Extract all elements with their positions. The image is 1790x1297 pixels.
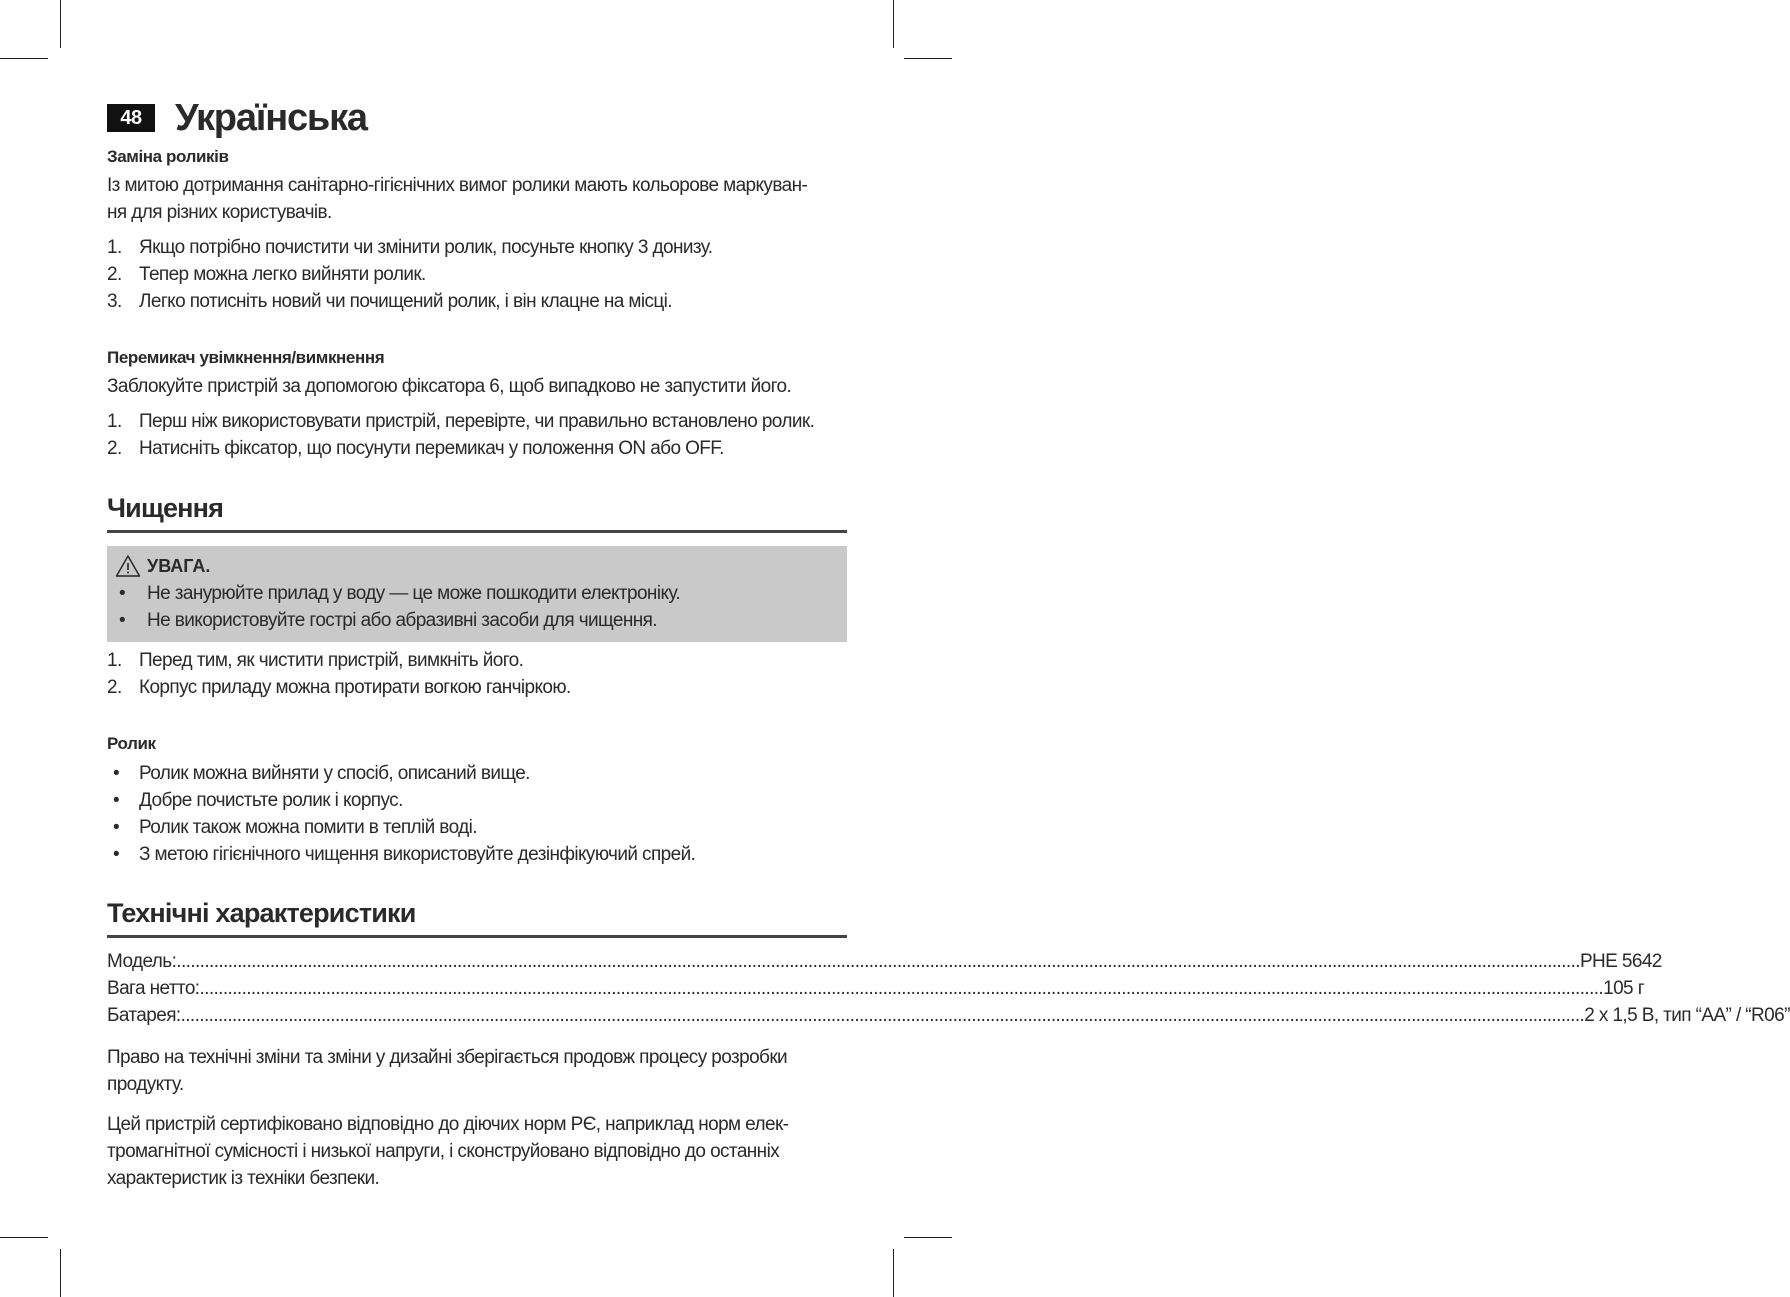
spec-label: Батарея: [107, 1005, 181, 1026]
text-line: тромагнітної сумісності і низької напруги, і сконструйовано відповідно до останніх [107, 1141, 780, 1162]
spec-value: 105 г [1603, 978, 1645, 999]
roller-heading: Ролик [107, 734, 156, 753]
text-line: Із митою дотримання санітарно-гігієнічних вимог ролики мають кольорове маркуван- [107, 175, 808, 196]
list-item: • Ролик також можна помити в теплій воді. [113, 817, 477, 838]
specs-table [107, 948, 1790, 1029]
text-line: ня для різних користувачів. [107, 202, 332, 223]
list-item: • Ролик можна вийняти у спосіб, описаний вище. [113, 763, 530, 784]
text-line: характеристик із техніки безпеки. [107, 1168, 380, 1189]
text-line: Цей пристрій сертифіковано відповідно до діючих норм РЄ, наприклад норм елек- [107, 1114, 789, 1135]
specs-note-1 [107, 1044, 847, 1098]
switch-section [107, 348, 847, 462]
spec-row [107, 948, 1662, 975]
specs-note-2 [107, 1111, 847, 1192]
rollers-steps [107, 234, 847, 315]
roller-section [107, 734, 847, 868]
rollers-section [107, 147, 847, 315]
leader-dots: ............................................................................................................................................................................................................................................................................................................ [176, 951, 1580, 972]
crop-mark [893, 0, 894, 48]
cleaning-steps [107, 647, 847, 701]
warning-box [107, 546, 847, 642]
crop-mark [904, 1237, 952, 1238]
list-item: • З метою гігієнічного чищення використовуйте дезінфікуючий спрей. [113, 844, 696, 865]
list-item: 1. Перш ніж використовувати пристрій, перевірте, чи правильно встановлено ролик. [107, 411, 815, 432]
spec-label: Модель: [107, 951, 177, 972]
text-line: продукту. [107, 1074, 184, 1095]
crop-mark [0, 1237, 48, 1238]
cleaning-heading: Чищення [107, 493, 847, 533]
spec-row [107, 1002, 1790, 1029]
cleaning-section [107, 493, 847, 701]
switch-steps [107, 408, 847, 462]
switch-heading: Перемикач увімкнення/вимкнення [107, 348, 385, 367]
page-number: 48 [107, 104, 155, 132]
crop-mark [60, 1249, 61, 1297]
page-header [107, 96, 367, 140]
roller-list [107, 760, 847, 868]
spec-value: 2 x 1,5 В, тип “AA” / “R06” [1584, 1005, 1790, 1026]
rollers-intro [107, 172, 847, 226]
page-title: Українська [175, 96, 367, 139]
warning-header [107, 552, 847, 580]
list-item: • Не занурюйте прилад у воду — це може пошкодити електроніку. [119, 583, 681, 604]
list-item: 2. Корпус приладу можна протирати вогкою ганчіркою. [107, 677, 571, 698]
spec-row [107, 975, 1645, 1002]
warning-label: УВАГА. [147, 555, 211, 576]
spec-value: PHE 5642 [1579, 951, 1662, 972]
list-item: 2. Тепер можна легко вийняти ролик. [107, 264, 426, 285]
switch-intro: Заблокуйте пристрій за допомогою фіксатора 6, щоб випадково не запустити його. [107, 376, 792, 397]
list-item: • Не використовуйте гострі або абразивні засоби для чищення. [119, 610, 657, 631]
list-item: 1. Якщо потрібно почистити чи змінити ролик, посуньте кнопку 3 донизу. [107, 237, 713, 258]
crop-mark [893, 1249, 894, 1297]
crop-mark [60, 0, 61, 48]
list-item: 2. Натисніть фіксатор, що посунути перемикач у положення ON або OFF. [107, 438, 724, 459]
spec-label: Вага нетто: [107, 978, 200, 999]
text-line: Право на технічні зміни та зміни у дизайні зберігається продовж процесу розробки [107, 1047, 788, 1068]
list-item: 1. Перед тим, як чистити пристрій, вимкніть його. [107, 650, 524, 671]
specs-section [107, 898, 1790, 1192]
specs-heading: Технічні характеристики [107, 898, 847, 938]
list-item: 3. Легко потисніть новий чи почищений ролик, і він клацне на місці. [107, 291, 672, 312]
warning-icon [115, 554, 141, 578]
crop-mark [0, 58, 48, 59]
leader-dots: ............................................................................................................................................................................................................................................................................................................ [180, 1005, 1585, 1026]
crop-mark [904, 58, 952, 59]
leader-dots: ............................................................................................................................................................................................................................................................................................................ [199, 978, 1604, 999]
list-item: • Добре почистьте ролик і корпус. [113, 790, 403, 811]
rollers-heading: Заміна роликів [107, 147, 229, 166]
